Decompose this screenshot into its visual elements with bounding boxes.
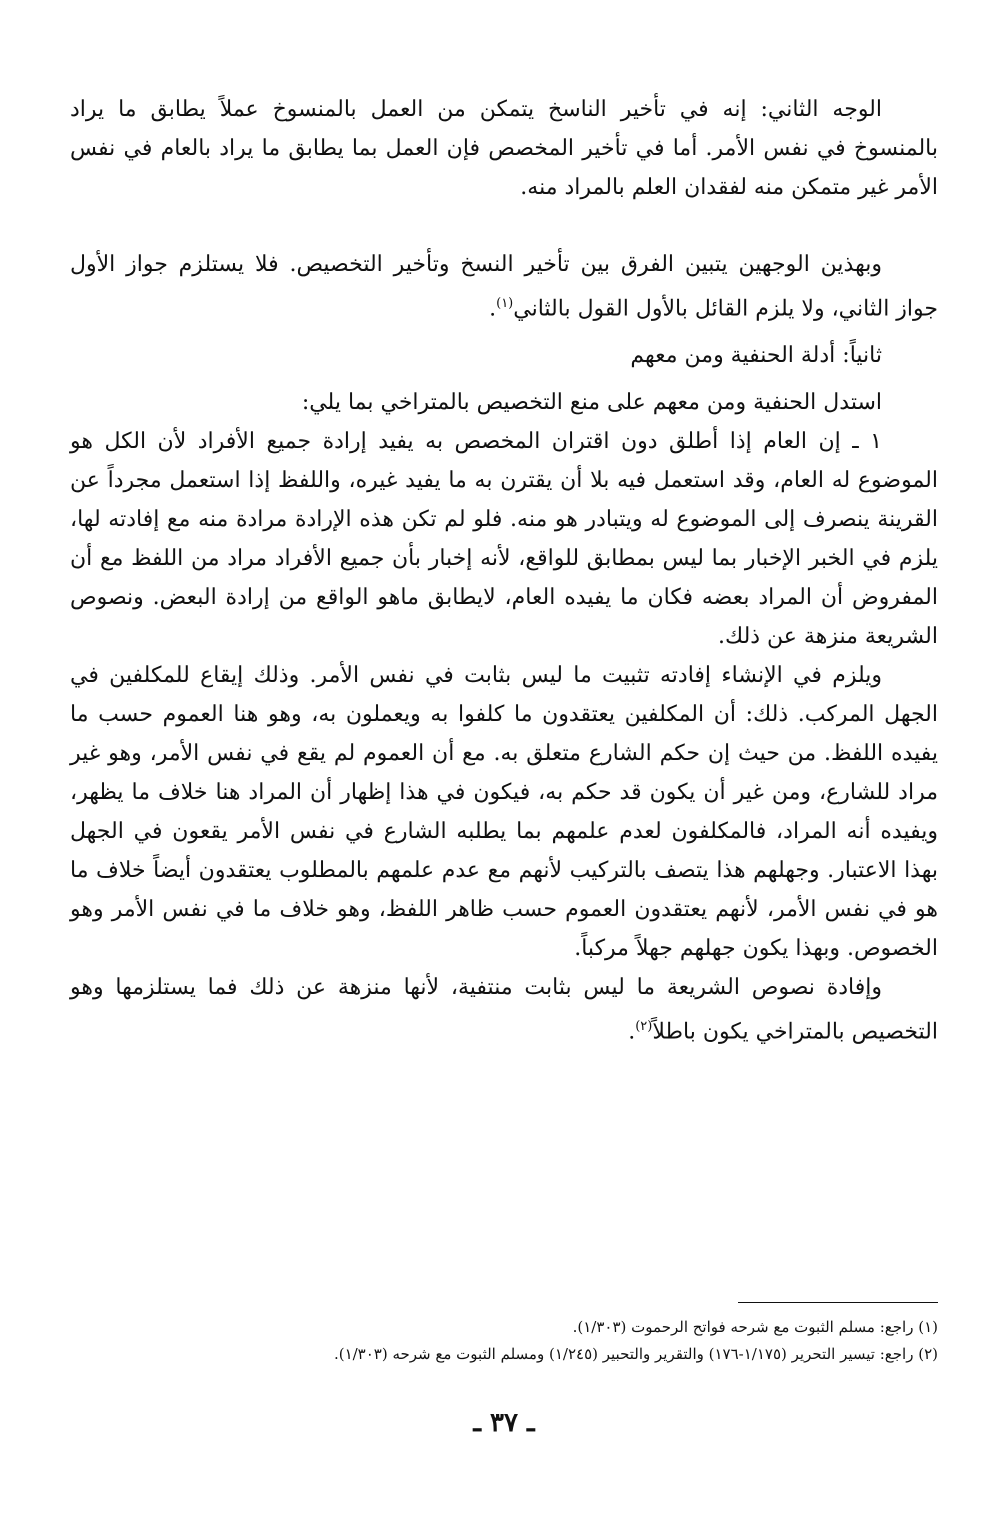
footnote-divider bbox=[738, 1302, 938, 1303]
paragraph-evidence-intro: استدل الحنفية ومن معهم على منع التخصيص بالمتراخي بما يلي: bbox=[301, 390, 882, 416]
footnote-ref-1: (١) bbox=[496, 296, 514, 311]
section-heading: ثانياً: أدلة الحنفية ومن معهم bbox=[630, 343, 882, 369]
paragraph-conclusion-end: . bbox=[628, 1019, 636, 1045]
footnote-2: (٢) راجع: تيسير التحرير (١/١٧٥-١٧٦) والتقرير والتحبير (١/٢٤٥) ومسلم الثبوت مع شرحه (١/٣٠٣). bbox=[333, 1345, 938, 1363]
paragraph-conclusion-text: وإفادة نصوص الشريعة ما ليس بثابت منتفية، لأنها منزهة عن ذلك فما يستلزمها وهو التخصيص بالمتراخي يكون باطلاً bbox=[70, 975, 938, 1045]
footnote-ref-2: (٢) bbox=[635, 1019, 653, 1035]
paragraph-second-aspect: الوجه الثاني: إنه في تأخير الناسخ يتمكن من العمل بالمنسوخ عملاً يطابق ما يراد بالمنسوخ في نفس الأمر. أما في تأخير المخصص فإن العمل بما يطابق ما يراد بالعام في نفس الأمر غير متمكن منه لفقدان العلم بالمراد منه. bbox=[70, 97, 938, 200]
paragraph-evidence-1: ١ ـ إن العام إذا أطلق دون اقتران المخصص به يفيد إرادة جميع الأفراد لأن الكل هو الموضوع له العام، وقد استعمل فيه بلا أن يقترن به ما يفيد غيره، واللفظ إذا استعمل مجرداً عن القرينة ينصرف إلى الموضوع له ويتبادر هو منه. فلو لم تكن هذه الإرادة مرادة منه مع إفادته لها، يلزم في الخبر الإخبار بما ليس بمطابق للواقع، لأنه إخبار بأن جميع الأفراد مراد من اللفظ مع أن المفروض أن المراد بعضه فكان ما يفيده العام، لايطابق ماهو الواقع من إرادة البعض. ونصوص الشريعة منزهة عن ذلك. bbox=[70, 429, 938, 650]
paragraph-difference bbox=[70, 245, 938, 328]
paragraph-difference-end: . bbox=[489, 296, 497, 322]
page-number: ـ ٣٧ ـ bbox=[473, 1408, 535, 1438]
paragraph-inshaa: ويلزم في الإنشاء إفادته تثبيت ما ليس بثابت في نفس الأمر. وذلك إيقاع للمكلفين في الجهل المركب. ذلك: أن المكلفين يعتقدون ما كلفوا به ويعملون به، وهو هنا العموم حسب ما يفيده اللفظ. من حيث إن حكم الشارع متعلق به. مع أن العموم لم يقع في نفس الأمر، وهو غير مراد للشارع، ومن غير أن يكون قد حكم به، فيكون في هذا إظهار أن المراد هنا خلاف ما يظهر، ويفيده أنه المراد، فالمكلفون لعدم علمهم بما يطلبه الشارع في نفس الأمر يقعون في الجهل بهذا الاعتبار. وجهلهم هذا يتصف بالتركيب لأنهم مع عدم علمهم بالمطلوب يعتقدون أيضاً خلاف ما هو في نفس الأمر، لأنهم يعتقدون العموم حسب ظاهر اللفظ، وهو خلاف ما في نفس الأمر وهو الخصوص. وبهذا يكون جهلهم جهلاً مركباً. bbox=[70, 663, 938, 962]
footnotes bbox=[110, 1314, 938, 1368]
footnote-1: (١) راجع: مسلم الثبوت مع شرحه فواتح الرحموت (١/٣٠٣). bbox=[572, 1318, 938, 1336]
paragraph-difference-text: وبهذين الوجهين يتبين الفرق بين تأخير النسخ وتأخير التخصيص. فلا يستلزم جواز الأول جواز الثاني، ولا يلزم القائل بالأول القول بالثاني bbox=[70, 252, 938, 322]
paragraph-conclusion bbox=[70, 968, 938, 1051]
page-body bbox=[70, 90, 938, 1052]
